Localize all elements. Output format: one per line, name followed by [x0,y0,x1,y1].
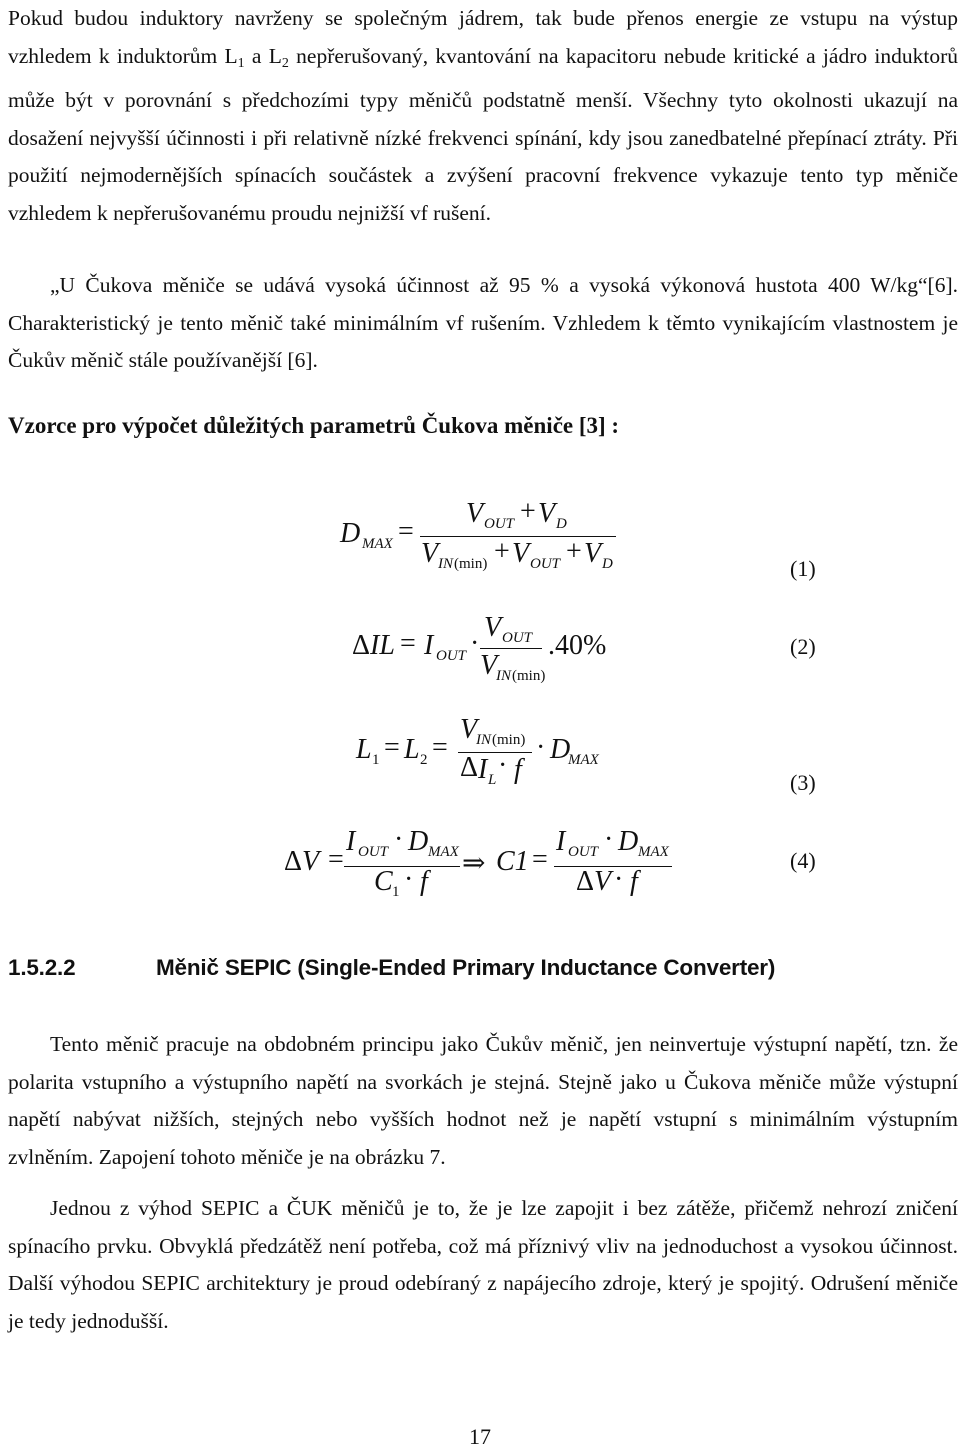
document-page: Pokud budou induktory navrženy se společným jádrem, tak bude přenos energie ze vstupu na výstup vzhledem k induktorům $L_1$ a $L_2$ nepřerušovaný, kvantování na kapacitoru nebude kritické a jádro induktorů může být v porovnání s předchozími typy měničů podstatně menší. Všechny tyto okolnosti ukazují na dosažení nejvyšší účinnosti i při relativně nízké frekvenci spínání, kdy jsou zanedbatelné přepínací ztráty. Při použití nejmodernějších spínacích součástek a zvýšení pracovní frekvence vykazuje tento typ měniče vzhledem k nepřerušovanému proudu nejnižší vf rušení. „U Čukova měniče se udává vysoká účinnost až 95 % a vysoká výkonová hustota 400 W/kg“[6]. Charakteristický je tento měnič také minimálním vf rušením. Vzhledem k těmto vynikajícím vlastnostem je Čukův měnič stále používanější [6]. Vzorce pro výpočet důležitých parametrů Čukova měniče [3] : D MAX = V OUT + V D V IN (min) + V OUT + V D (1) Δ IL = I OUT · V OUT V IN (min) .40% (2) L 1 = L 2 = V IN (min) Δ I L · f · D MAX (3) Δ V = I OUT · D MAX C 1 · f ⇒ C1 = I OUT · D MAX Δ V · f (4) 1.5.2.2 Měnič SEPIC (Single-Ended Primary Inductance Converter) Tento měnič pracuje na obdobném principu jako Čukův měnič, jen neinvertuje výstupní napětí, tzn. že polarita vstupního a výstupního napětí na svorkách je stejná. Stejně jako u Čukova měniče může výstupní napětí nabývat nižších, stejných nebo vyšších hodnot než je napětí vstupní s minimálním výstupním zvlněním. Zapojení tohoto měniče je na obrázku 7. Jednou z výhod SEPIC a ČUK měničů je to, že je lze zapojit i bez zátěže, přičemž nehrozí zničení spínacího prvku. Obvyklá předzátěž není potřeba, což má příznivý vliv na jednoduchost a vysokou účinnost. Další výhodou SEPIC architektury je proud odebíraný z napájecího zdroje, který je spojitý. Odrušení měniče je tedy jednodušší. 17 [0,0,960,1448]
paragraph-4: Jednou z výhod SEPIC a ČUK měničů je to, že je lze zapojit i bez zátěže, přičemž nehrozí zničení spínacího prvku. Obvyklá předzátěž není potřeba, což má příznivý vliv na jednoduchost a vysokou účinnost. Další výhodou SEPIC architektury je proud odebíraný z napájecího zdroje, který je spojitý. Odrušení měniče je tedy jednodušší. [8,1196,958,1333]
fraction-bar [420,536,616,537]
fraction-bar [480,648,542,649]
section-number: 1.5.2.2 [8,955,76,980]
section-heading [8,955,775,981]
paragraph-3: Tento měnič pracuje na obdobném principu jako Čukův měnič, jen neinvertuje výstupní napětí, tzn. že polarita vstupního a výstupního napětí na svorkách je stejná. Stejně jako u Čukova měniče může výstupní napětí nabývat nižších, stejných nebo vyšších hodnot než je napětí vstupní s minimálním výstupním zvlněním. Zapojení tohoto měniče je na obrázku 7. [8,1032,958,1169]
equation-number-1: (1) [790,556,816,581]
equation-number-2: (2) [790,634,816,659]
equation-number-3: (3) [790,770,816,795]
fraction-bar [554,866,672,867]
page-number: 17 [469,1424,491,1449]
formulas-heading: Vzorce pro výpočet důležitých parametrů Čukova měniče [3] : [8,413,620,438]
paragraph-1: Pokud budou induktory navrženy se společným jádrem, tak bude přenos energie ze vstupu na výstup vzhledem k induktorům $L_1$ a $L_2$ nepřerušovaný, kvantování na kapacitoru nebude kritické a jádro induktorů může být v porovnání s předchozími typy měničů podstatně menší. Všechny tyto okolnosti ukazují na dosažení nejvyšší účinnosti i při relativně nízké frekvenci spínání, kdy jsou zanedbatelné přepínací ztráty. Při použití nejmodernějších spínacích součástek a zvýšení pracovní frekvence vykazuje tento typ měniče vzhledem k nepřerušovanému proudu nejnižší vf rušení. [8,6,958,225]
fraction-bar [344,866,460,867]
section-title: Měnič SEPIC (Single-Ended Primary Inductance Converter) [156,955,776,980]
paragraph-2: „U Čukova měniče se udává vysoká účinnost až 95 % a vysoká výkonová hustota 400 W/kg“[6]. Charakteristický je tento měnič také minimálním vf rušením. Vzhledem k těmto vynikajícím vlastnostem je Čukův měnič stále používanější [6]. [8,273,958,372]
equation-number-4: (4) [790,848,816,873]
